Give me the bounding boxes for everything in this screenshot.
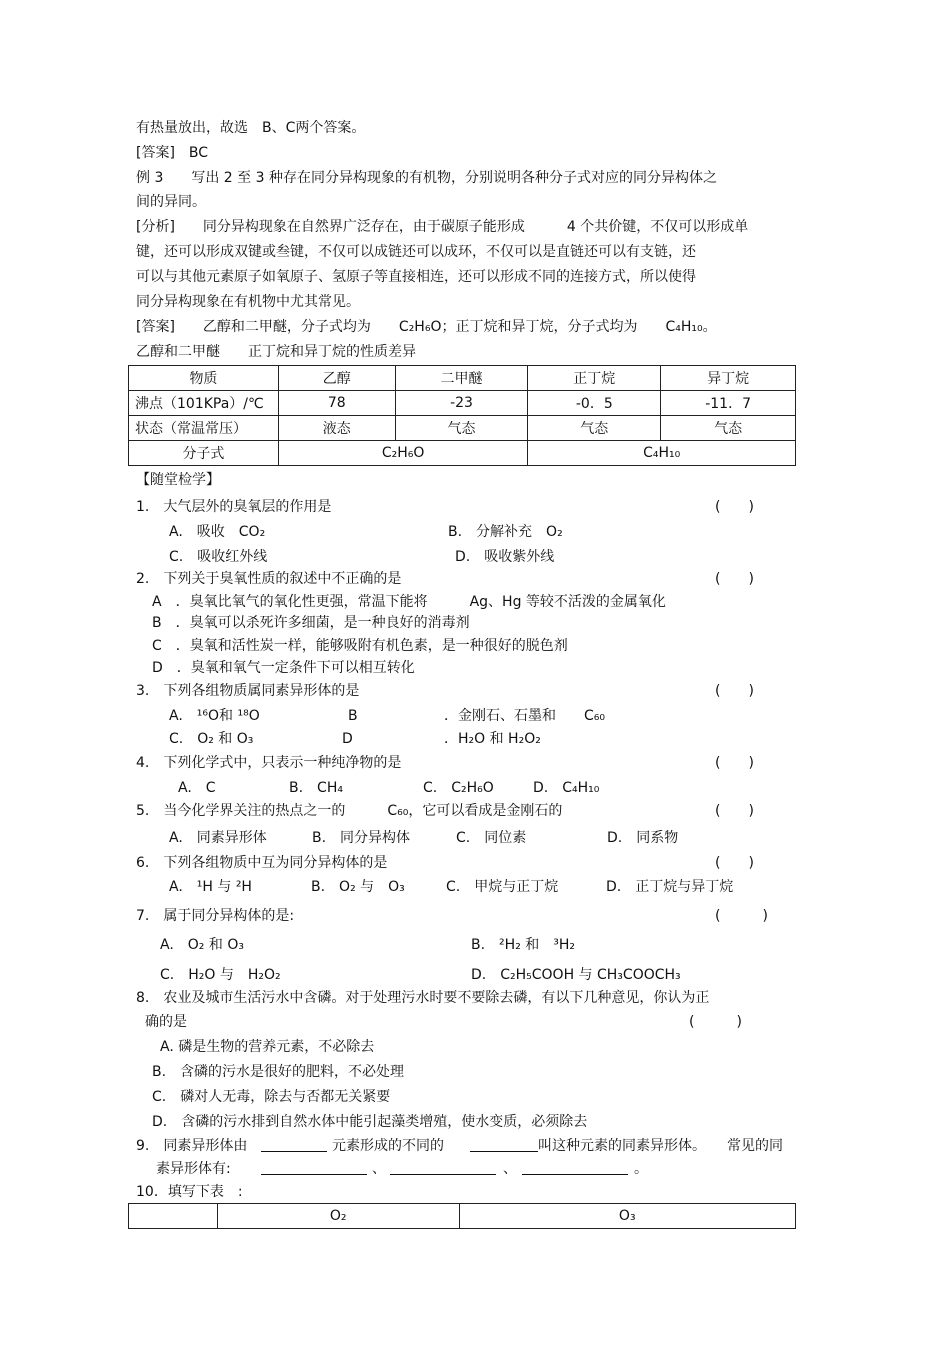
option-d: D. 含磷的污水排到自然水体中能引起藻类增殖，使水变质，必须除去: [152, 1114, 588, 1130]
option-c: C. 吸收红外线: [169, 549, 268, 565]
question-7-stem: 7. 属于同分异构体的是:: [136, 908, 295, 924]
table-cell: 正丁烷: [528, 366, 661, 391]
answer-paren: ( ): [715, 855, 754, 871]
option-c: C. O₂ 和 O₃: [169, 731, 254, 747]
option-c: C ．臭氧和活性炭一样，能够吸附有机色素，是一种很好的脱色剂: [152, 638, 568, 654]
question-8-stem-cont: 确的是: [145, 1014, 187, 1030]
table-cell: 物质: [129, 366, 279, 391]
option-b-letter: B: [348, 708, 358, 724]
option-c: C. 磷对人无毒，除去与否都无关紧要: [152, 1089, 391, 1105]
option-d: D ．臭氧和氧气一定条件下可以相互转化: [152, 660, 415, 676]
option-b: B. 含磷的污水是很好的肥料，不必处理: [152, 1064, 405, 1080]
option-c: C. H₂O 与 H₂O₂: [160, 967, 281, 983]
text-line: 有热量放出，故选 B、C两个答案。: [136, 120, 366, 136]
question-3-stem: 3. 下列各组物质属同素异形体的是: [136, 683, 360, 699]
option-d-text: ．H₂O 和 H₂O₂: [444, 731, 541, 747]
answer-line: [答案] BC: [136, 145, 209, 161]
table-cell: 沸点（101KPa）/℃: [129, 391, 279, 416]
option-b: B. CH₄: [289, 780, 343, 796]
text-line: 同分异构现象在有机物中尤其常见。: [136, 294, 360, 310]
question-4-stem: 4. 下列化学式中，只表示一种纯净物的是: [136, 755, 402, 771]
fill-blank-2[interactable]: [470, 1137, 538, 1152]
table-header-row: [129, 366, 796, 391]
table-cell: 状态（常温常压）: [129, 416, 279, 441]
table-cell: O₃: [459, 1204, 796, 1229]
answer-paren: ( ): [715, 755, 754, 771]
answer-paren: ( ): [715, 908, 768, 924]
option-c: C. 甲烷与正丁烷: [446, 879, 559, 895]
table-cell: -11．7: [661, 391, 796, 416]
answer-paren: ( ): [715, 803, 754, 819]
answer-paren: ( ): [715, 683, 754, 699]
option-d: D. C₂H₅COOH 与 CH₃COOCH₃: [471, 967, 681, 983]
fill-blank-4[interactable]: [390, 1160, 496, 1175]
table-cell: 二甲醚: [395, 366, 528, 391]
fill-blank-1[interactable]: [261, 1137, 327, 1152]
fill-blank-3[interactable]: [261, 1160, 367, 1175]
table-row: [129, 391, 796, 416]
option-a: A. 吸收 CO₂: [169, 524, 266, 540]
table-cell: 分子式: [129, 441, 279, 466]
table-caption: 乙醇和二甲醚 正丁烷和异丁烷的性质差异: [136, 344, 416, 360]
option-c: C. 同位素: [456, 830, 527, 846]
option-a: A. 磷是生物的营养元素，不必除去: [160, 1039, 375, 1055]
option-b: B. 分解补充 O₂: [448, 524, 563, 540]
table-row: [129, 416, 796, 441]
option-c: C. C₂H₆O: [423, 780, 494, 796]
question-10-stem: 10．填写下表 :: [136, 1184, 243, 1200]
option-b: B. 同分异构体: [312, 830, 411, 846]
table-cell: 气态: [395, 416, 528, 441]
section-title: 【随堂检学】: [136, 472, 220, 488]
option-d-letter: D: [342, 731, 353, 747]
question-5-stem: 5. 当今化学界关注的热点之一的 C₆₀，它可以看成是金刚石的: [136, 803, 563, 819]
analysis-line: [分析] 同分异构现象在自然界广泛存在，由于碳原子能形成 4 个共价键，不仅可以形成单: [136, 219, 749, 235]
option-a: A. C: [178, 780, 216, 796]
table-cell: 气态: [661, 416, 796, 441]
option-b-text: ．金刚石、石墨和 C₆₀: [444, 708, 605, 724]
option-d: D. C₄H₁₀: [533, 780, 600, 796]
table-cell: -23: [395, 391, 528, 416]
question-9-part1: 9. 同素异形体由: [136, 1138, 248, 1154]
question-9-part2: 元素形成的不同的: [332, 1138, 444, 1154]
option-b: B ．臭氧可以杀死许多细菌，是一种良好的消毒剂: [152, 615, 470, 631]
table-cell: 液态: [278, 416, 395, 441]
fill-table: [128, 1203, 796, 1229]
answer-paren: ( ): [715, 571, 754, 587]
question-9-part3: 叫这种元素的同素异形体。 常见的同: [538, 1138, 783, 1154]
question-8-stem: 8. 农业及城市生活污水中含磷。对于处理污水时要不要除去磷，有以下几种意见，你认为正: [136, 990, 710, 1006]
question-2-stem: 2. 下列关于臭氧性质的叙述中不正确的是: [136, 571, 402, 587]
table-cell: C₄H₁₀: [528, 441, 796, 466]
table-cell: [129, 1204, 218, 1229]
option-a: A ．臭氧比氧气的氧化性更强，常温下能将 Ag、Hg 等较不活泼的金属氧化: [152, 594, 666, 610]
option-a: A. 同素异形体: [169, 830, 267, 846]
option-d: D. 吸收紫外线: [455, 549, 555, 565]
table-cell: 异丁烷: [661, 366, 796, 391]
question-1-stem: 1. 大气层外的臭氧层的作用是: [136, 499, 332, 515]
option-b: B. O₂ 与 O₃: [311, 879, 405, 895]
text-line: 间的异同。: [136, 194, 206, 210]
fill-blank-5[interactable]: [522, 1160, 628, 1175]
property-table: [128, 365, 796, 466]
table-cell: C₂H₆O: [278, 441, 528, 466]
answer-paren: ( ): [715, 499, 754, 515]
example-line: 例 3 写出 2 至 3 种存在同分异构现象的有机物，分别说明各种分子式对应的同分异构体之: [136, 170, 717, 186]
separator: 、: [503, 1161, 517, 1177]
table-row: [129, 441, 796, 466]
table-cell: 乙醇: [278, 366, 395, 391]
option-a: A. ¹⁶O和 ¹⁸O: [169, 708, 260, 724]
option-d: D. 同系物: [607, 830, 679, 846]
separator: 、: [372, 1161, 386, 1177]
table-cell: -0．5: [528, 391, 661, 416]
table-cell: O₂: [217, 1204, 459, 1229]
answer-paren: ( ): [689, 1014, 742, 1030]
option-a: A. ¹H 与 ²H: [169, 879, 252, 895]
text-line: 键，还可以形成双键或叁键，不仅可以成链还可以成环，不仅可以是直链还可以有支链，还: [136, 244, 696, 260]
question-6-stem: 6. 下列各组物质中互为同分异构体的是: [136, 855, 388, 871]
period: 。: [634, 1161, 648, 1177]
option-a: A. O₂ 和 O₃: [160, 937, 244, 953]
table-header-row: [129, 1204, 796, 1229]
answer-line: [答案] 乙醇和二甲醚，分子式均为 C₂H₆O；正丁烷和异丁烷，分子式均为 C₄H₁₀。: [136, 319, 717, 335]
table-cell: 气态: [528, 416, 661, 441]
table-cell: 78: [278, 391, 395, 416]
option-d: D. 正丁烷与异丁烷: [606, 879, 734, 895]
option-b: B. ²H₂ 和 ³H₂: [471, 937, 576, 953]
question-9-part4: 素异形体有:: [156, 1161, 231, 1177]
text-line: 可以与其他元素原子如氧原子、氢原子等直接相连，还可以形成不同的连接方式，所以使得: [136, 269, 696, 285]
